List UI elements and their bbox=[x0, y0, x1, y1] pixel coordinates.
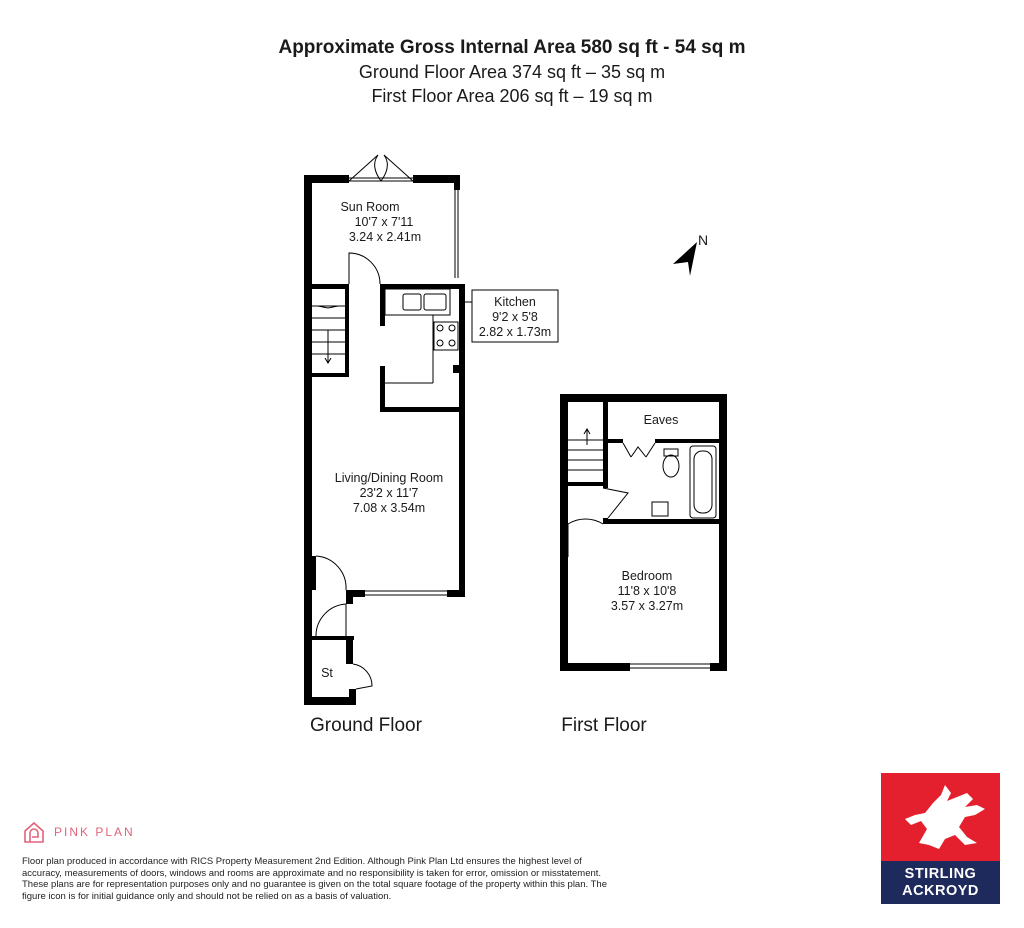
logo-red-panel bbox=[881, 773, 1000, 861]
first-floor-area: First Floor Area 206 sq ft – 19 sq m bbox=[371, 86, 653, 106]
compass-icon bbox=[673, 232, 708, 276]
kitchen-metric: 2.82 x 1.73m bbox=[478, 325, 552, 339]
pink-plan-brand bbox=[22, 820, 135, 844]
logo-navy-panel bbox=[881, 861, 1000, 904]
gross-area-title: Approximate Gross Internal Area 580 sq ft - 54 sq m bbox=[278, 37, 746, 58]
griffin-icon bbox=[881, 773, 1000, 861]
first-floor-plan bbox=[560, 394, 727, 671]
first-floor-fixtures bbox=[568, 429, 716, 668]
sun-room-metric: 3.24 x 2.41m bbox=[348, 230, 422, 244]
bedroom-imperial: 11'8 x 10'8 bbox=[617, 584, 677, 598]
kitchen-name: Kitchen bbox=[494, 295, 536, 309]
living-room-metric: 7.08 x 3.54m bbox=[352, 501, 426, 515]
logo-line-2: ACKROYD bbox=[902, 882, 979, 899]
first-floor-label: First Floor bbox=[561, 715, 647, 736]
sun-room-imperial: 10'7 x 7'11 bbox=[354, 215, 414, 229]
logo-line-1: STIRLING bbox=[904, 865, 977, 882]
pink-plan-text: PINK PLAN bbox=[54, 825, 135, 839]
ground-floor-area: Ground Floor Area 374 sq ft – 35 sq m bbox=[358, 62, 666, 82]
ground-floor-plan bbox=[304, 175, 465, 705]
stirling-ackroyd-logo bbox=[881, 773, 1000, 904]
living-room-imperial: 23'2 x 11'7 bbox=[359, 486, 419, 500]
disclaimer-text: Floor plan produced in accordance with RICS Property Measurement 2nd Edition. Although Pink Plan Ltd ensures the highest level of accuracy, measurements of doors, windows and rooms are approximate and no responsibility is taken for error, omission or misstatement. These plans are for representation purposes only and no guarantee is given on the total square footage of the property within this plan. The figure icon is for initial guidance only and should not be relied on as a basis of valuation. bbox=[22, 856, 607, 902]
compass-north-label: N bbox=[698, 232, 709, 248]
ground-floor-label: Ground Floor bbox=[310, 715, 422, 736]
eaves-name: Eaves bbox=[643, 413, 679, 427]
store-name: St bbox=[321, 666, 333, 680]
living-room-name: Living/Dining Room bbox=[334, 471, 444, 485]
kitchen-imperial: 9'2 x 5'8 bbox=[492, 310, 538, 324]
pink-plan-logo-icon bbox=[22, 820, 46, 844]
bedroom-metric: 3.57 x 3.27m bbox=[610, 599, 684, 613]
bedroom-name: Bedroom bbox=[621, 569, 673, 583]
sun-room-name: Sun Room bbox=[340, 200, 400, 214]
